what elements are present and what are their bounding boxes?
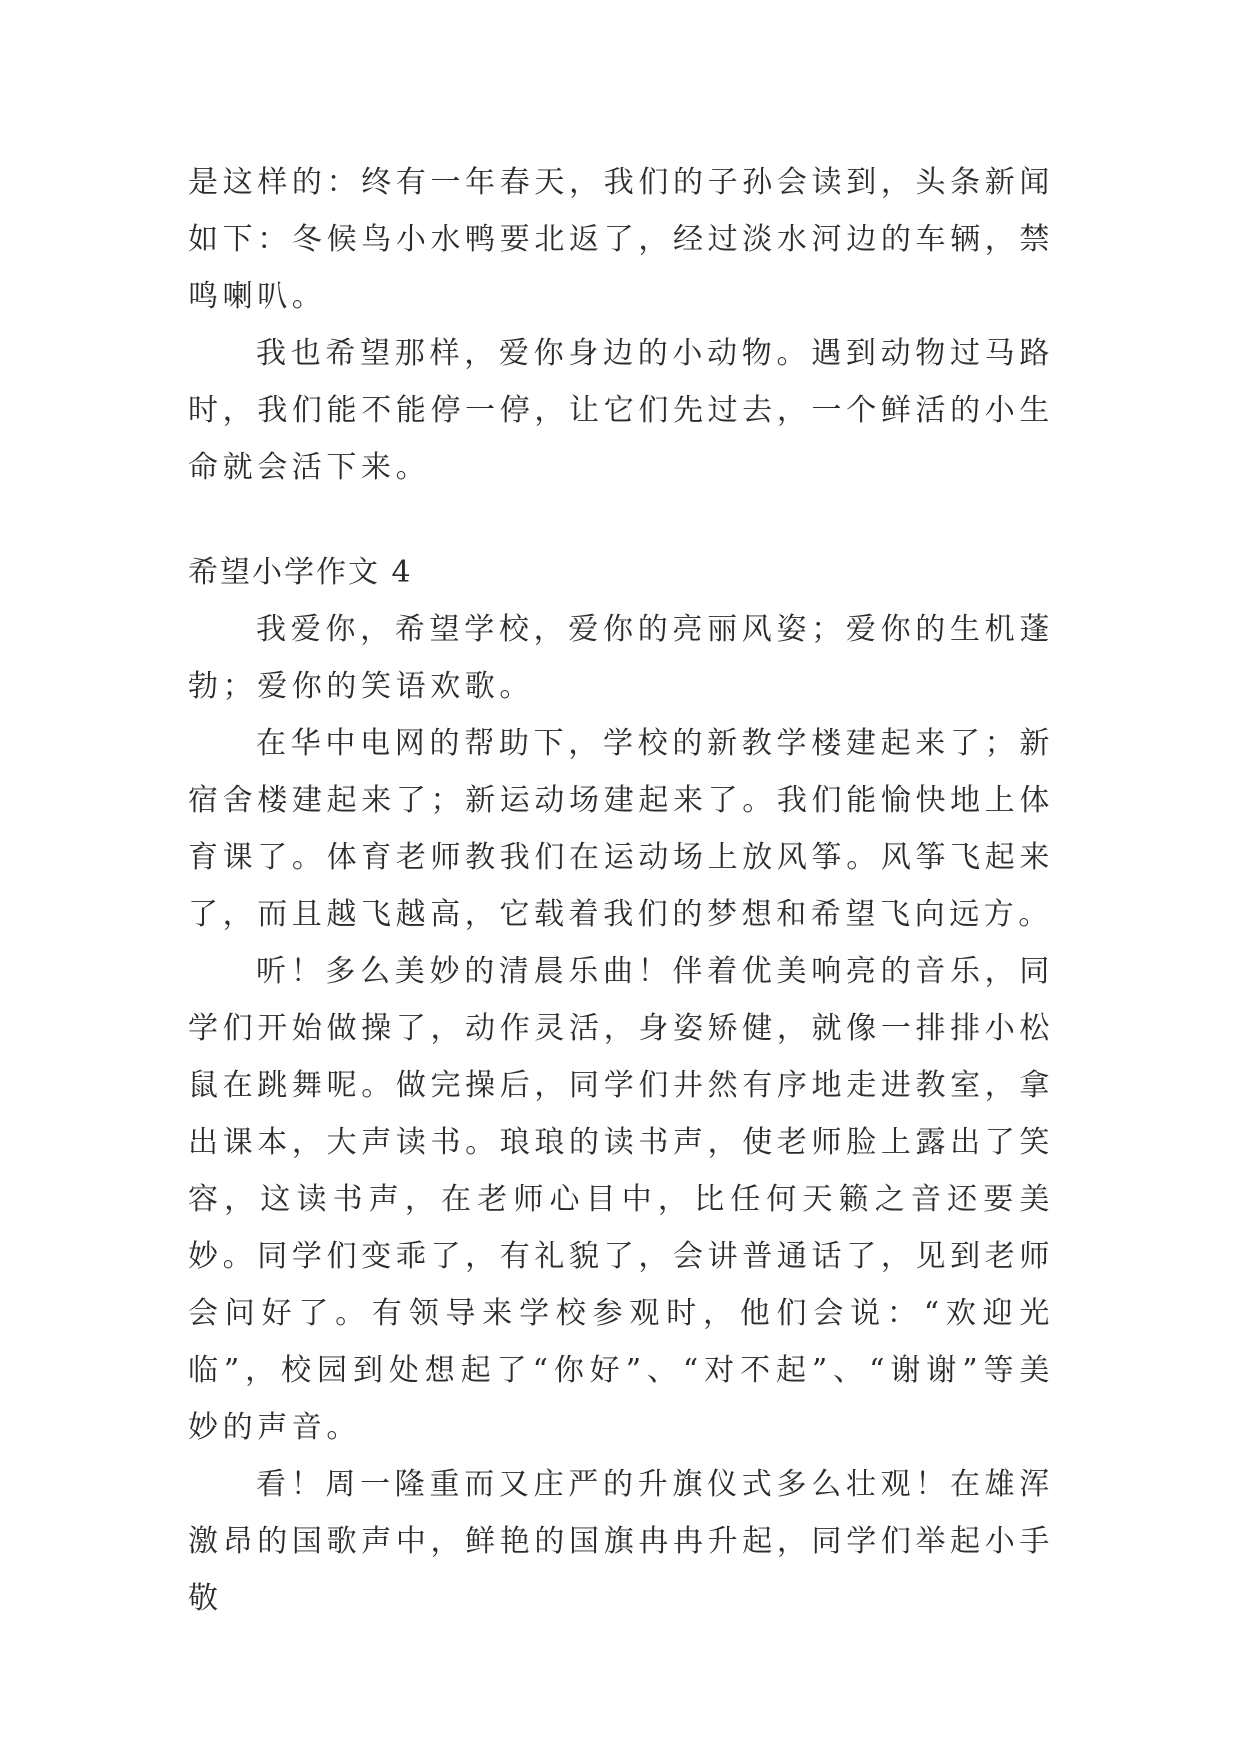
paragraph: 我爱你，希望学校，爱你的亮丽风姿；爱你的生机蓬勃；爱你的笑语欢歌。 [188, 612, 1054, 704]
paragraph: 看！周一隆重而又庄严的升旗仪式多么壮观！在雄浑激昂的国歌声中，鲜艳的国旗冉冉升起，同学们举起小手敬 [188, 1467, 1054, 1616]
paragraph: 在华中电网的帮助下，学校的新教学楼建起来了；新宿舍楼建起来了；新运动场建起来了。我们能愉快地上体育课了。体育老师教我们在运动场上放风筝。风筝飞起来了，而且越飞越高，它载着我们的梦想和希望飞向远方。 [188, 726, 1054, 932]
paragraph: 我也希望那样，爱你身边的小动物。遇到动物过马路时，我们能不能停一停，让它们先过去，一个鲜活的小生命就会活下来。 [188, 336, 1054, 485]
section-title: 希望小学作文 4 [188, 555, 413, 590]
document-body [188, 154, 1054, 1627]
paragraph: 是这样的：终有一年春天，我们的子孙会读到，头条新闻如下：冬候鸟小水鸭要北返了，经过淡水河边的车辆，禁鸣喇叭。 [188, 165, 1054, 314]
paragraph: 听！多么美妙的清晨乐曲！伴着优美响亮的音乐，同学们开始做操了，动作灵活，身姿矫健，就像一排排小松鼠在跳舞呢。做完操后，同学们井然有序地走进教室，拿出课本，大声读书。琅琅的读书声，使老师脸上露出了笑容，这读书声，在老师心目中，比任何天籁之音还要美妙。同学们变乖了，有礼貌了，会讲普通话了，见到老师会问好了。有领导来学校参观时，他们会说：“欢迎光临”，校园到处想起了“你好”、“对不起”、“谢谢”等美妙的声音。 [188, 954, 1054, 1445]
